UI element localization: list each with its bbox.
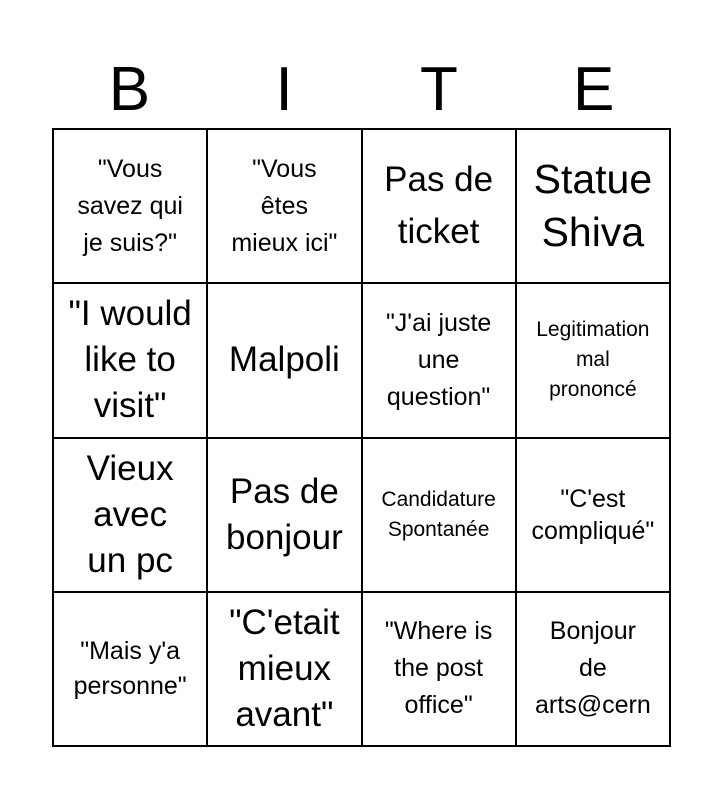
cell-text: "C'est compliqué" — [531, 484, 655, 545]
cell-text: Bonjour de arts@cern — [535, 617, 651, 720]
bingo-cell[interactable] — [363, 284, 517, 438]
bingo-cell[interactable] — [363, 439, 517, 593]
cell-text: "Mais y'a personne" — [73, 636, 187, 700]
bingo-cell[interactable] — [54, 439, 208, 593]
bingo-cell[interactable] — [54, 593, 208, 747]
bingo-cell[interactable] — [208, 439, 362, 593]
cell-text: Pas de ticket — [384, 160, 494, 252]
cell-text: Statue Shiva — [533, 156, 653, 256]
cell-text: "Vous savez qui je suis?" — [77, 154, 183, 257]
bingo-cell[interactable] — [208, 284, 362, 438]
header-letter-b: B — [108, 55, 151, 124]
bingo-header — [52, 52, 671, 128]
bingo-cell[interactable] — [517, 130, 671, 284]
bingo-cell[interactable] — [517, 284, 671, 438]
bingo-cell[interactable] — [54, 130, 208, 284]
bingo-cell[interactable] — [54, 284, 208, 438]
cell-text: Candidature Spontanée — [381, 487, 496, 541]
bingo-cell[interactable] — [363, 593, 517, 747]
bingo-cell[interactable] — [208, 130, 362, 284]
bingo-cell[interactable] — [517, 593, 671, 747]
header-letter-t: T — [419, 55, 458, 124]
header-letter-e: E — [572, 55, 615, 124]
cell-text: "I would like to visit" — [68, 294, 192, 426]
bingo-cell[interactable] — [517, 439, 671, 593]
cell-text: Malpoli — [228, 340, 340, 380]
cell-text: "J'ai juste une question" — [385, 308, 492, 411]
bingo-cell[interactable] — [208, 593, 362, 747]
cell-text: "Where is the post office" — [384, 617, 493, 720]
cell-text: Legitimation mal prononcé — [536, 318, 650, 402]
cell-text: Vieux avec un pc — [86, 448, 174, 580]
cell-text: Pas de bonjour — [225, 471, 343, 557]
cell-text: "C'etait mieux avant" — [229, 602, 340, 734]
cell-text: "Vous êtes mieux ici" — [231, 154, 338, 257]
bingo-cell[interactable] — [363, 130, 517, 284]
bingo-board — [52, 128, 671, 747]
header-letter-i: I — [275, 55, 293, 124]
